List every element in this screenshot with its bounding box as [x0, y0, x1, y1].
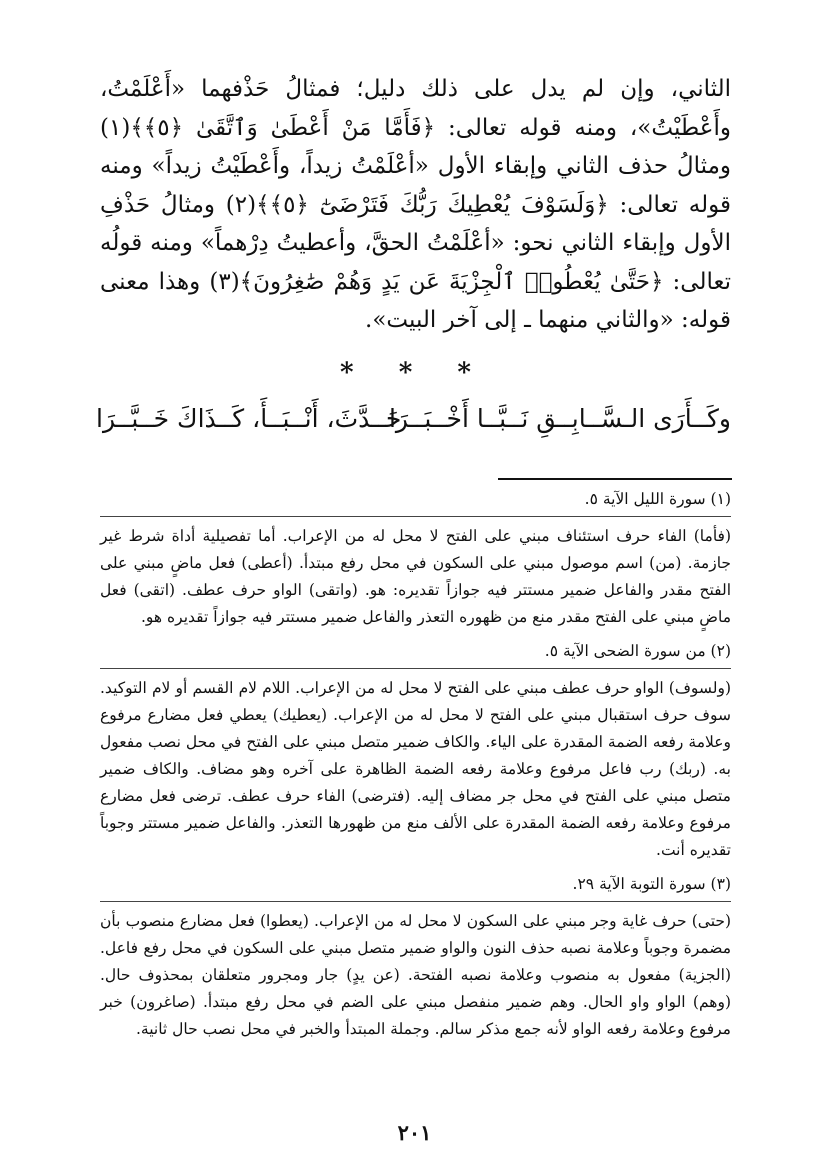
poetry-verse [96, 404, 731, 448]
footnote-1-parsing: (فأما) الفاء حرف استئناف مبني على الفتح لا محل له من الإعراب. أما تفصيلية أداة شرط غير جازمة. (من) اسم موصول مبني على السكون في محل رفع مبتدأ. (أعطى) فعل ماضٍ مبني على الفتح مقدر والفاعل ضمير مستتر فيه جوازاً تقديره: هو. (واتقى) الواو حرف عطف. (اتقى) فعل ماضٍ مبني على الفتح مقدر منع من ظهوره التعذر والفاعل ضمير مستتر فيه جوازاً تقديره هو. [100, 516, 731, 631]
main-paragraph: الثاني، وإن لم يدل على ذلك دليل؛ فمثالُ حَذْفهما «أَعْلَمْتُ، وأَعْطَيْتُ»، ومنه قوله تعالى: ﴿فَأَمَّا مَنْ أَعْطَىٰ وَٱتَّقَىٰ ﴿٥﴾﴾(١) ومثالُ حذف الثاني وإبقاء الأول «أعْلَمْتُ زيداً، وأَعْطَيْتُ زيداً» ومنه قوله تعالى: ﴿وَلَسَوْفَ يُعْطِيكَ رَبُّكَ فَتَرْضَىٰٓ ﴿٥﴾﴾(٢) ومثالُ حَذْفِ الأول وإبقاء الثاني نحو: «أعْلَمْتُ الحقَّ، وأعطيتُ دِرْهماً» ومنه قولُه تعالى: ﴿حَتَّىٰ يُعْطُوا۟ ٱلْجِزْيَةَ عَن يَدٍ وَهُمْ صَٰغِرُونَ﴾(٣) وهذا معنى قوله: «والثاني منهما ـ إلى آخر البيت». [100, 76, 732, 333]
footnote-2-source: (٢) من سورة الضحى الآية ٥. [544, 642, 731, 660]
page-number: ٢٠١ [397, 1120, 432, 1145]
footnote-3-parsing: (حتى) حرف غاية وجر مبني على السكون لا محل له من الإعراب. (يعطوا) فعل مضارع منصوب بأن مضمرة وجوباً وعلامة نصبه حذف النون والواو ضمير متصل مبني على السكون في محل رفع فاعل. (الجزية) مفعول به منصوب وعلامة نصبه الفتحة. (عن يدٍ) جار ومجرور متعلقان بمحذوف حال. (وهم) الواو واو الحال. وهم ضمير منفصل مبني على الضم في محل رفع مبتدأ. (صاغرون) خبر مرفوع وعلامة رفعه الواو لأنه جمع مذكر سالم. وجملة المبتدأ والخبر في محل نصب حال ثانية. [100, 901, 731, 1043]
section-separator: * * * [340, 358, 489, 388]
footnote-divider [498, 478, 732, 480]
verse-first-hemistich: وكَــأَرَى الـسَّــابِــقِ نَــبَّــا أَخْــبَــرَا [388, 404, 731, 433]
footnote-1-source: (١) سورة الليل الآية ٥. [584, 490, 731, 508]
footnotes-section [100, 487, 731, 1051]
footnote-3-source: (٣) سورة التوبة الآية ٢٩. [572, 875, 731, 893]
verse-second-hemistich: حَــدَّثَ، أَنْــبَــأَ، كَــذَاكَ خَــبَّــرَا [96, 404, 402, 433]
footnote-2-parsing: (ولسوف) الواو حرف عطف مبني على الفتح لا محل له من الإعراب. اللام لام القسم أو لام التوكيد. سوف حرف استقبال مبني على الفتح لا محل له من الإعراب. (يعطيك) يعطي فعل مضارع مرفوع وعلامة رفعه الضمة المقدرة على الياء. والكاف ضمير متصل مبني على الفتح في محل نصب مفعول به. (ربك) رب فاعل مرفوع وعلامة رفعه الضمة الظاهرة على آخره وهو مضاف. والكاف ضمير متصل مبني على الفتح في محل جر مضاف إليه. (فترضى) الفاء حرف عطف. ترضى فعل مضارع مرفوع وعلامة رفعه الضمة المقدرة على الألف منع من ظهورها التعذر. والفاعل ضمير مستتر وجوباً تقديره أنت. [100, 668, 731, 864]
main-text-block [100, 70, 731, 340]
